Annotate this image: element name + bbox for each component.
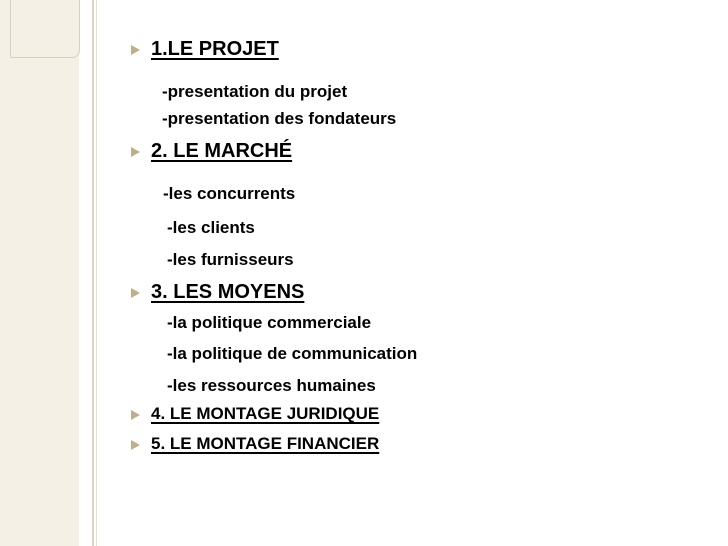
section-2-item-2: -les clients [167,218,255,237]
section-3-title: 3. LES MOYENS [151,281,305,303]
section-3-item-1: -la politique commerciale [167,313,372,332]
section-1-item-1: -presentation du projet [162,82,348,101]
section-2-title: 2. LE MARCHÉ [151,140,293,162]
section-2-item-1: -les concurrents [163,184,296,203]
section-3-item-2: -la politique de communication [167,344,418,363]
vertical-rule [92,0,94,546]
bullet-icon [131,410,140,420]
section-1-title: 1.LE PROJET [151,38,279,60]
section-1-item-2: -presentation des fondateurs [162,109,397,128]
bullet-icon [131,147,140,157]
section-4-title: 4. LE MONTAGE JURIDIQUE [151,404,380,423]
bullet-icon [131,288,140,298]
section-3-item-3: -les ressources humaines [167,376,376,395]
bullet-icon [131,45,140,55]
left-decorative-band [0,0,79,546]
section-2-item-3: -les furnisseurs [167,250,294,269]
corner-frame-decoration [10,0,80,58]
vertical-rule-thin [96,0,97,546]
bullet-icon [131,440,140,450]
section-5-title: 5. LE MONTAGE FINANCIER [151,434,380,453]
